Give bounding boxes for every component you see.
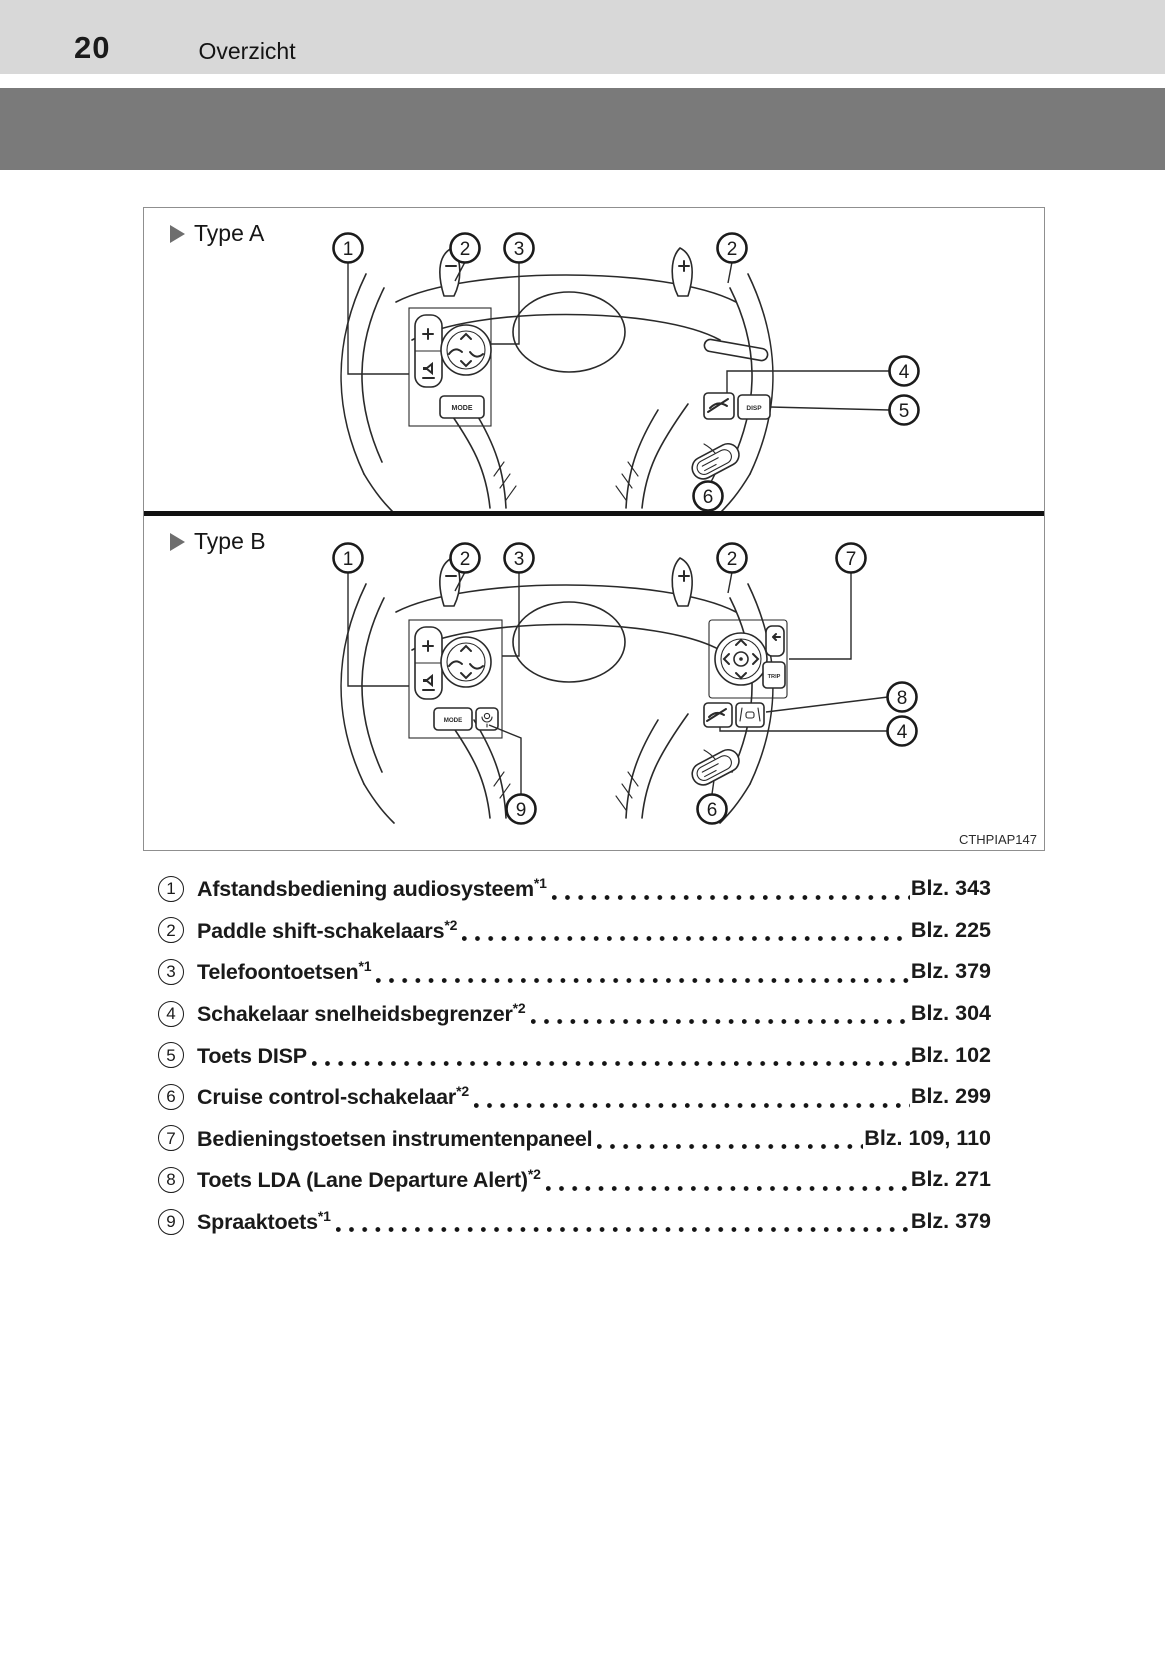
callout-2-right <box>718 234 747 263</box>
legend-item-label: Paddle shift-schakelaars$^{*2}$ <box>197 916 458 943</box>
legend-item-number: 3 <box>158 959 184 985</box>
steering-wheel-type-a-diagram <box>144 208 1046 511</box>
page-number: 20 <box>74 30 111 65</box>
type-b-label: Type B <box>170 528 266 555</box>
legend-item-number: 6 <box>158 1084 184 1110</box>
svg-text:4: 4 <box>896 722 908 743</box>
legend-item-label: Afstandsbediening audiosysteem$^{*1}$ <box>197 875 547 902</box>
speed-limiter-button <box>704 393 734 419</box>
callout-9 <box>507 795 536 824</box>
trip-button <box>763 662 785 688</box>
callout-6 <box>698 795 727 824</box>
figure-box <box>143 207 1045 851</box>
legend-item-label: Spraaktoets$^{*1}$ <box>197 1207 331 1235</box>
legend-item-number: 5 <box>158 1042 184 1068</box>
callout-2-right <box>718 544 747 573</box>
legend-item-label: Schakelaar snelheidsbegrenzer$^{*2}$ <box>197 1000 526 1027</box>
legend-item-label: Toets DISP <box>197 1043 307 1068</box>
legend-item-number: 9 <box>158 1209 184 1235</box>
svg-text:3: 3 <box>513 549 525 570</box>
svg-text:6: 6 <box>702 487 714 508</box>
paddle-shifter-plus <box>672 248 692 296</box>
callout-6 <box>694 482 723 511</box>
callout-8 <box>888 683 917 712</box>
svg-text:1: 1 <box>342 549 354 570</box>
legend-row <box>158 1118 991 1160</box>
legend-item-number: 4 <box>158 1001 184 1027</box>
legend-page-ref: Blz. 304 <box>910 1001 991 1026</box>
legend-item-number: 7 <box>158 1125 184 1151</box>
dotted-leader <box>474 1103 910 1108</box>
svg-text:2: 2 <box>726 549 738 570</box>
svg-text:3: 3 <box>513 239 525 260</box>
legend-page-ref: Blz. 102 <box>910 1042 991 1067</box>
disp-button <box>738 395 770 419</box>
callout-4 <box>890 357 919 386</box>
cruise-control-stalk <box>688 440 742 483</box>
legend-page-ref: Blz. 299 <box>910 1084 991 1109</box>
lda-button <box>736 703 764 727</box>
legend-page-ref: Blz. 343 <box>910 876 991 901</box>
type-divider <box>144 511 1044 516</box>
legend-item-label: Telefoontoetsen$^{*1}$ <box>197 958 372 985</box>
callout-1 <box>334 234 363 263</box>
speed-limiter-button <box>704 703 732 727</box>
callout-3 <box>505 544 534 573</box>
legend-row <box>158 1201 991 1243</box>
legend-row <box>158 951 991 993</box>
legend-row <box>158 993 991 1035</box>
audio-remote-cluster <box>409 620 502 738</box>
dotted-leader <box>531 1019 910 1024</box>
callout-5 <box>890 396 919 425</box>
mode-button-label: MODE <box>451 405 473 412</box>
legend-page-ref: Blz. 379 <box>910 959 991 984</box>
legend-item-number: 2 <box>158 917 184 943</box>
legend-item-label: Cruise control-schakelaar$^{*2}$ <box>197 1083 469 1110</box>
svg-text:2: 2 <box>459 549 471 570</box>
legend-row <box>158 868 991 910</box>
type-a-label: Type A <box>170 220 264 247</box>
steering-wheel-type-b-diagram <box>144 520 1046 850</box>
svg-text:7: 7 <box>845 549 857 570</box>
svg-text:2: 2 <box>726 239 738 260</box>
mode-button-label: MODE <box>443 717 463 724</box>
legend-page-ref: Blz. 379 <box>910 1209 991 1234</box>
dotted-leader <box>462 936 910 941</box>
svg-text:9: 9 <box>515 800 527 821</box>
dotted-leader <box>546 1186 910 1191</box>
instrument-panel-cluster <box>709 620 787 698</box>
section-title: Overzicht <box>198 38 296 64</box>
legend-item-label: Bedieningstoetsen instrumentenpaneel <box>197 1126 593 1151</box>
legend-row <box>158 1034 991 1076</box>
dotted-leader <box>312 1061 910 1066</box>
chapter-banner <box>0 88 1165 170</box>
callout-2 <box>451 544 480 573</box>
callout-4 <box>888 717 917 746</box>
spoke-slot <box>703 339 768 362</box>
callout-7 <box>837 544 866 573</box>
legend-item-number: 1 <box>158 876 184 902</box>
dotted-leader <box>597 1144 863 1149</box>
legend-page-ref: Blz. 271 <box>910 1167 991 1192</box>
legend-row <box>158 910 991 952</box>
svg-text:6: 6 <box>706 800 718 821</box>
dotted-leader <box>552 895 910 900</box>
figure-code: CTHPIAP147 <box>958 832 1037 847</box>
callout-3 <box>505 234 534 263</box>
dotted-leader <box>376 978 910 983</box>
legend-row <box>158 1076 991 1118</box>
svg-text:1: 1 <box>342 239 354 260</box>
legend-row <box>158 1159 991 1201</box>
back-button <box>766 626 784 656</box>
svg-text:5: 5 <box>898 401 910 422</box>
callout-1 <box>334 544 363 573</box>
trip-button-label: TRIP <box>767 674 781 680</box>
page-header <box>0 0 1165 74</box>
dotted-leader <box>336 1227 910 1232</box>
disp-button-label: DISP <box>746 405 762 412</box>
svg-text:8: 8 <box>896 688 908 709</box>
cruise-control-stalk <box>688 746 742 789</box>
legend-page-ref: Blz. 109, 110 <box>864 1125 991 1150</box>
legend-list <box>158 868 991 1242</box>
paddle-shifter-plus <box>672 558 692 606</box>
legend-page-ref: Blz. 225 <box>910 917 991 942</box>
legend-item-label: Toets LDA (Lane Departure Alert)$^{*2}$ <box>197 1166 541 1193</box>
callout-2 <box>451 234 480 263</box>
legend-item-number: 8 <box>158 1167 184 1193</box>
svg-text:4: 4 <box>898 362 910 383</box>
svg-text:2: 2 <box>459 239 471 260</box>
